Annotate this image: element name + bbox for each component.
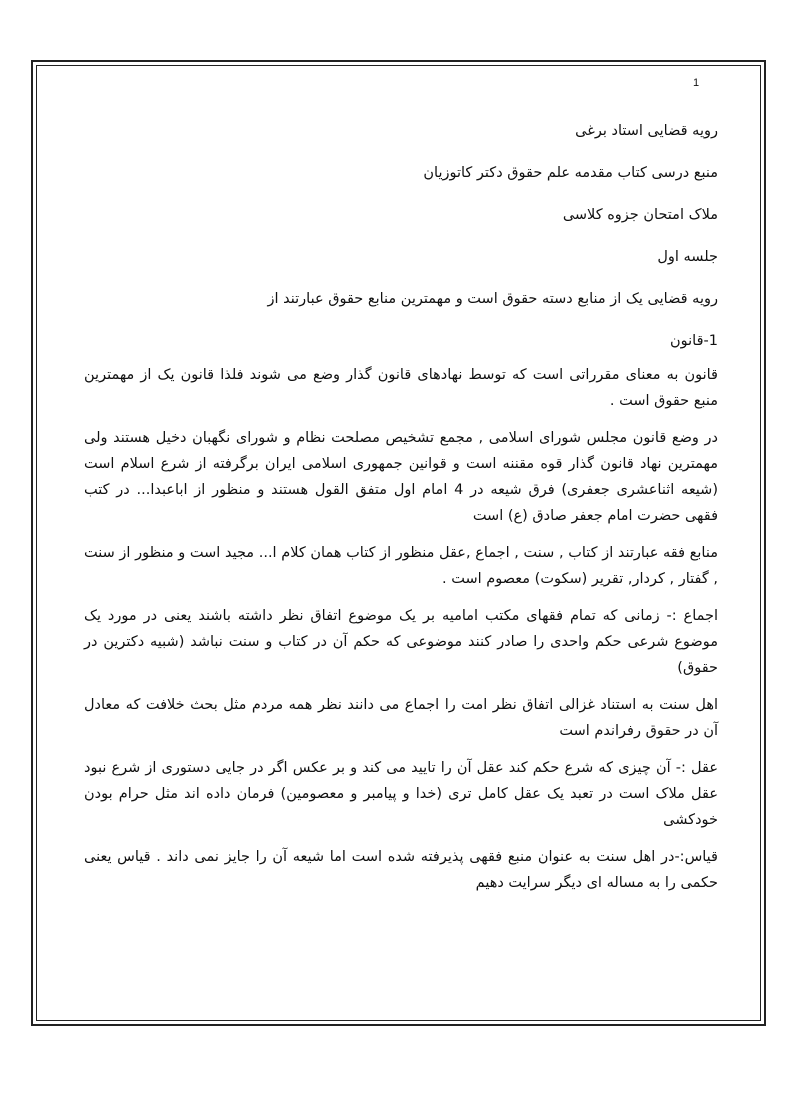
- paragraph-ijma: اجماع :- زمانی که تمام فقهای مکتب امامیه بر یک موضوع اتفاق نظر داشته باشند یعنی در مورد یک موضوع شرعی حکم واحدی را صادر کنند موضوعی که حکم آن در کتاب و سنت نباشد (شبیه دکترین در حقوق): [84, 608, 718, 676]
- exam-criteria-line: ملاک امتحان جزوه کلاسی: [562, 207, 718, 223]
- page-number: 1: [693, 77, 700, 89]
- paragraph-qiyas: قیاس:-در اهل سنت به عنوان منبع فقهی پذیرفته شده است اما شیعه آن را جایز نمی داند . قیاس یعنی حکمی را به مساله ای دیگر سرایت دهیم: [84, 849, 718, 891]
- paragraph-sources-of-fiqh: منابع فقه عبارتند از کتاب , سنت , اجماع ,عقل منظور از کتاب همان کلام ا... مجید است و منظور از سنت , گفتار , کردار, تقریر (سکوت) معصوم است .: [84, 545, 718, 587]
- session-heading: جلسه اول: [657, 249, 718, 265]
- paragraph-aql: عقل :- آن چیزی که شرع حکم کند عقل آن را تایید می کند و بر عکس اگر در جایی دستوری از شرع نبود عقل ملاک است در تعبد یک عقل کامل تری (خدا و پیامبر و معصومین) فرمان داده اند مثل حرام بودن خودکشی: [84, 760, 718, 828]
- document-body: [84, 118, 718, 907]
- section-heading-law: 1-قانون: [670, 333, 718, 349]
- paragraph-law-definition: قانون به معنای مقرراتی است که توسط نهادهای قانون گذار وضع می شوند فلذا قانون یک از مهمترین منبع حقوق است .: [84, 367, 718, 409]
- textbook-source-line: منبع درسی کتاب مقدمه علم حقوق دکتر کاتوزیان: [423, 165, 718, 181]
- paragraph-lawmaking-bodies: در وضع قانون مجلس شورای اسلامی , مجمع تشخیص مصلحت نظام و شورای نگهبان دخیل هستند ولی مهمترین نهاد قانون گذار قوه مقننه است و قوانین جمهوری اسلامی ایران برگرفته از شرع اسلام است (شیعه اثناعشری جعفری) فرق شیعه در 4 امام اول متفق القول هستند و منظور از اباعبدا... در کتب فقهی حضرت امام جعفر صادق (ع) است: [84, 430, 718, 524]
- paragraph-sunni-ijma: اهل سنت به استناد غزالی اتفاق نظر امت را اجماع می دانند نظر همه مردم مثل بحث خلافت که معادل آن در حقوق رفراندم است: [84, 697, 718, 739]
- intro-line: رویه قضایی یک از منابع دسته حقوق است و مهمترین منابع حقوق عبارتند از: [267, 291, 718, 307]
- document-title: رویه قضایی استاد برغی: [575, 123, 718, 139]
